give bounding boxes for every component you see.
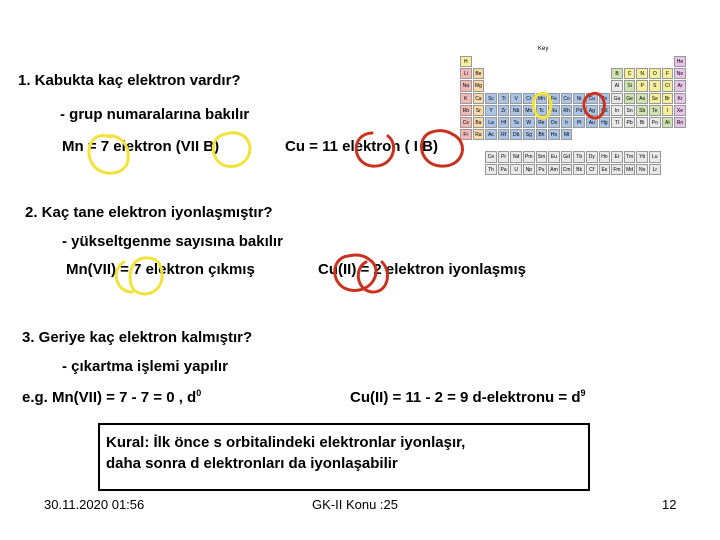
pt-cell-pr: Pr	[498, 151, 510, 162]
q3-hint: - çıkartma işlemi yapılır	[62, 358, 228, 375]
q1-cu-answer: Cu = 11 elektron ( I B)	[285, 138, 438, 155]
pt-cell-p: P	[636, 80, 648, 91]
rule-box	[98, 423, 590, 491]
pt-cell-hf: Hf	[498, 117, 510, 128]
pt-cell-po: Po	[649, 117, 661, 128]
q2-cu-answer: Cu(II) = 2 elektron iyonlaşmış	[318, 261, 526, 278]
pt-cell-rf: Rf	[498, 129, 510, 140]
pt-cell-md: Md	[624, 164, 636, 175]
pt-cell-er: Er	[611, 151, 623, 162]
pt-cell-i: I	[662, 105, 674, 116]
pt-cell-w: W	[523, 117, 535, 128]
pt-cell-zr: Zr	[498, 105, 510, 116]
q1-mn-answer: Mn = 7 elektron (VII B)	[62, 138, 220, 155]
pt-cell-rh: Rh	[561, 105, 573, 116]
pt-cell-c: C	[624, 68, 636, 79]
pt-cell-al: Al	[611, 80, 623, 91]
pt-cell-gd: Gd	[561, 151, 573, 162]
pt-cell-ni: Ni	[573, 93, 585, 104]
pt-cell-ne: Ne	[674, 68, 686, 79]
pt-cell-mt: Mt	[561, 129, 573, 140]
pt-cell-ga: Ga	[611, 93, 623, 104]
pt-cell-cs: Cs	[460, 117, 472, 128]
pt-cell-yb: Yb	[636, 151, 648, 162]
pt-cell-fm: Fm	[611, 164, 623, 175]
pt-cell-lr: Lr	[649, 164, 661, 175]
pt-cell-ac: Ac	[485, 129, 497, 140]
pt-cell-rb: Rb	[460, 105, 472, 116]
pt-cell-cu: Cu	[586, 93, 598, 104]
q2-title: 2. Kaç tane elektron iyonlaşmıştır?	[25, 204, 273, 221]
pt-cell-te: Te	[649, 105, 661, 116]
pt-cell-y: Y	[485, 105, 497, 116]
pt-cell-cf: Cf	[586, 164, 598, 175]
pt-cell-tb: Tb	[573, 151, 585, 162]
pt-cell-ti: Ti	[498, 93, 510, 104]
pt-cell-se: Se	[649, 93, 661, 104]
pt-cell-pt: Pt	[573, 117, 585, 128]
pt-cell-pm: Pm	[523, 151, 535, 162]
pt-cell-am: Am	[548, 164, 560, 175]
pt-cell-ho: Ho	[599, 151, 611, 162]
pt-cell-ce: Ce	[485, 151, 497, 162]
rule-line-1: Kural: İlk önce s orbitalindeki elektronlar iyonlaşır,	[106, 434, 466, 451]
pt-cell-db: Db	[510, 129, 522, 140]
pt-cell-si: Si	[624, 80, 636, 91]
pt-cell-cd: Cd	[599, 105, 611, 116]
periodic-table-image	[458, 44, 703, 196]
pt-cell-th: Th	[485, 164, 497, 175]
pt-cell-v: V	[510, 93, 522, 104]
pt-cell-zn: Zn	[599, 93, 611, 104]
pt-cell-li: Li	[460, 68, 472, 79]
pt-cell-be: Be	[473, 68, 485, 79]
pt-cell-he: He	[674, 56, 686, 67]
pt-cell-bi: Bi	[636, 117, 648, 128]
pt-cell-sn: Sn	[624, 105, 636, 116]
pt-cell-sm: Sm	[536, 151, 548, 162]
pt-cell-cl: Cl	[662, 80, 674, 91]
pt-cell-nd: Nd	[510, 151, 522, 162]
q3-title: 3. Geriye kaç elektron kalmıştır?	[22, 329, 253, 346]
q2-hint: - yükseltgenme sayısına bakılır	[62, 233, 283, 250]
pt-cell-in: In	[611, 105, 623, 116]
pt-cell-sb: Sb	[636, 105, 648, 116]
pt-cell-ra: Ra	[473, 129, 485, 140]
pt-cell-sr: Sr	[473, 105, 485, 116]
pt-cell-xe: Xe	[674, 105, 686, 116]
pt-cell-tm: Tm	[624, 151, 636, 162]
pt-cell-no: No	[636, 164, 648, 175]
pt-cell-mn: Mn	[536, 93, 548, 104]
pt-cell-lu: Lu	[649, 151, 661, 162]
pt-cell-ir: Ir	[561, 117, 573, 128]
pt-cell-es: Es	[599, 164, 611, 175]
pt-cell-sg: Sg	[523, 129, 535, 140]
pt-cell-cm: Cm	[561, 164, 573, 175]
pt-cell-au: Au	[586, 117, 598, 128]
pt-cell-pb: Pb	[624, 117, 636, 128]
pt-cell-f: F	[662, 68, 674, 79]
footer-date: 30.11.2020 01:56	[44, 497, 145, 512]
pt-cell-pd: Pd	[573, 105, 585, 116]
pt-cell-br: Br	[662, 93, 674, 104]
pt-cell-rn: Rn	[674, 117, 686, 128]
q1-hint: - grup numaralarına bakılır	[60, 106, 250, 123]
pt-cell-k: K	[460, 93, 472, 104]
pt-cell-co: Co	[561, 93, 573, 104]
pt-cell-bk: Bk	[573, 164, 585, 175]
pt-cell-pu: Pu	[536, 164, 548, 175]
pt-cell-nb: Nb	[510, 105, 522, 116]
footer-center: GK-II Konu :25	[312, 497, 398, 512]
pt-cell-at: At	[662, 117, 674, 128]
pt-cell-ru: Ru	[548, 105, 560, 116]
pt-cell-bh: Bh	[536, 129, 548, 140]
pt-cell-ar: Ar	[674, 80, 686, 91]
pt-cell-tl: Tl	[611, 117, 623, 128]
pt-cell-kr: Kr	[674, 93, 686, 104]
footer-page-number: 12	[662, 497, 677, 512]
pt-key-label: Key	[538, 46, 549, 52]
pt-cell-o: O	[649, 68, 661, 79]
pt-cell-as: As	[636, 93, 648, 104]
pt-cell-h: H	[460, 56, 472, 67]
pt-cell-n: N	[636, 68, 648, 79]
pt-cell-dy: Dy	[586, 151, 598, 162]
pt-cell-hs: Hs	[548, 129, 560, 140]
pt-cell-hg: Hg	[599, 117, 611, 128]
pt-cell-la: La	[485, 117, 497, 128]
pt-cell-pa: Pa	[498, 164, 510, 175]
pt-cell-mo: Mo	[523, 105, 535, 116]
pt-cell-ge: Ge	[624, 93, 636, 104]
pt-cell-ta: Ta	[510, 117, 522, 128]
pt-cell-np: Np	[523, 164, 535, 175]
pt-cell-sc: Sc	[485, 93, 497, 104]
pt-cell-b: B	[611, 68, 623, 79]
pt-cell-u: U	[510, 164, 522, 175]
pt-cell-os: Os	[548, 117, 560, 128]
pt-cell-eu: Eu	[548, 151, 560, 162]
pt-cell-mg: Mg	[473, 80, 485, 91]
pt-cell-ca: Ca	[473, 93, 485, 104]
pt-cell-ba: Ba	[473, 117, 485, 128]
q1-title: 1. Kabukta kaç elektron vardır?	[18, 72, 241, 89]
pt-cell-s: S	[649, 80, 661, 91]
pt-cell-cr: Cr	[523, 93, 535, 104]
pt-cell-re: Re	[536, 117, 548, 128]
pt-cell-na: Na	[460, 80, 472, 91]
pt-cell-ag: Ag	[586, 105, 598, 116]
q2-mn-answer: Mn(VII) = 7 elektron çıkmış	[66, 261, 255, 278]
q3-cu-answer: Cu(II) = 11 - 2 = 9 d-elektronu = $d^9$	[350, 388, 586, 406]
pt-cell-fe: Fe	[548, 93, 560, 104]
pt-cell-fr: Fr	[460, 129, 472, 140]
pt-cell-tc: Tc	[536, 105, 548, 116]
rule-line-2: daha sonra d elektronları da iyonlaşabilir	[106, 455, 398, 472]
q3-mn-answer: e.g. Mn(VII) = 7 - 7 = 0 , $d^0$	[22, 388, 202, 406]
